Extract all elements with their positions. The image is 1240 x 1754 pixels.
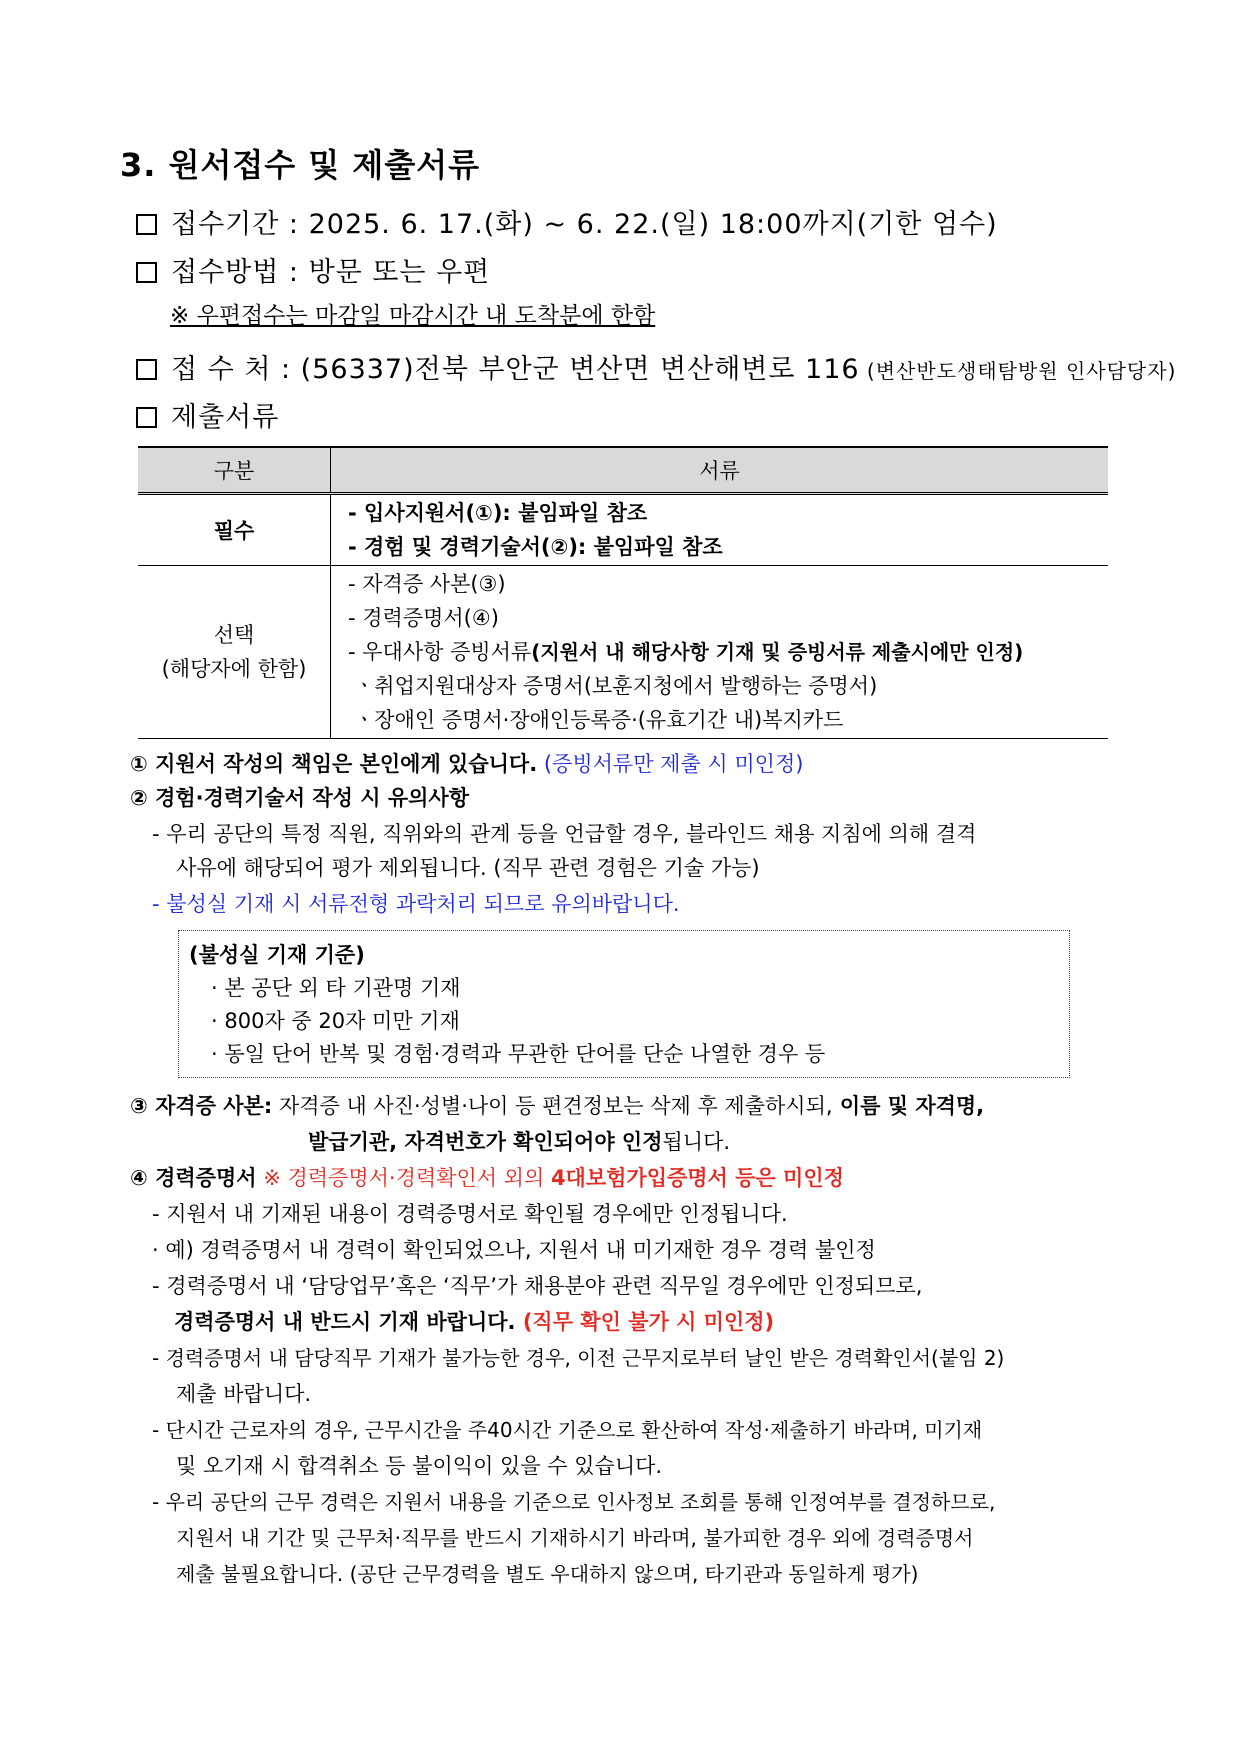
list-item: - 경력증명서(④) xyxy=(348,606,499,630)
list-item: · 동일 단어 반복 및 경험·경력과 무관한 단어를 단순 나열한 경우 등 xyxy=(211,1042,826,1066)
method-row xyxy=(136,250,490,289)
optional-label: 선택 xyxy=(213,623,255,647)
documents-label: 제출서류 xyxy=(171,402,280,433)
note-2-line2: 사유에 해당되어 평가 제외됩니다. (직무 관련 경험은 기술 가능) xyxy=(176,856,760,880)
method-value: : 방문 또는 우편 xyxy=(279,257,491,288)
header-docs: 서류 xyxy=(331,447,1109,494)
list-item-bold: (지원서 내 해당사항 기재 및 증빙서류 제출시에만 인정) xyxy=(531,640,1024,664)
note-3-bold: ③ 자격증 사본: xyxy=(130,1094,273,1118)
note-2-title: ② 경험·경력기술서 작성 시 유의사항 xyxy=(130,786,470,810)
checkbox-square-icon xyxy=(136,214,157,235)
note-4-line7: - 단시간 근로자의 경우, 근무시간을 주40시간 기준으로 환산하여 작성·제출하기 바라며, 미기재 xyxy=(152,1418,983,1442)
list-item: ㆍ장애인 증명서·장애인등록증·(유효기간 내)복지카드 xyxy=(354,708,844,732)
list-item: · 800자 중 20자 미만 기재 xyxy=(211,1009,460,1033)
note-4-line11: 제출 불필요합니다. (공단 근무경력을 별도 우대하지 않으며, 타기관과 동일하게 평가) xyxy=(176,1562,919,1586)
note-1 xyxy=(130,748,803,778)
list-item xyxy=(332,635,1107,669)
note-4-line3: - 경력증명서 내 ‘담당업무’혹은 ‘직무’가 채용분야 관련 직무일 경우에만 인정되므로, xyxy=(152,1274,923,1298)
criteria-box xyxy=(178,930,1070,1078)
place-row xyxy=(136,347,1176,386)
list-item: - 자격증 사본(③) xyxy=(348,572,506,596)
note-4 xyxy=(130,1162,844,1192)
period-row xyxy=(136,202,998,241)
documents-row xyxy=(136,395,279,434)
note-3-bold2: 이름 및 자격명, xyxy=(832,1094,985,1118)
section-title: 3. 원서접수 및 제출서류 xyxy=(120,146,481,184)
checkbox-square-icon xyxy=(136,359,157,380)
period-label: 접수기간 xyxy=(171,209,280,240)
place-label: 접 수 처 xyxy=(171,354,272,385)
criteria-title: (불성실 기재 기준) xyxy=(189,943,365,967)
required-items xyxy=(331,494,1109,566)
table-row-optional xyxy=(138,566,1108,739)
optional-sub: (해당자에 한함) xyxy=(161,657,307,681)
note-3-line2-end: 됩니다. xyxy=(662,1130,731,1154)
note-4-line8: 및 오기재 시 합격취소 등 불이익이 있을 수 있습니다. xyxy=(176,1454,663,1478)
list-item: · 본 공단 외 타 기관명 기재 xyxy=(211,976,461,1000)
method-label: 접수방법 xyxy=(171,257,280,288)
required-label: 필수 xyxy=(138,494,331,566)
note-4-line6: 제출 바랍니다. xyxy=(176,1382,312,1406)
list-item-text: - 우대사항 증빙서류 xyxy=(348,640,532,664)
note-4-line5: - 경력증명서 내 담당직무 기재가 불가능한 경우, 이전 근무지로부터 날인 받은 경력확인서(붙임 2) xyxy=(152,1346,1005,1370)
period-value: : 2025. 6. 17.(화) ~ 6. 22.(일) 18:00까지(기한 엄수) xyxy=(279,209,998,240)
list-item: - 입사지원서(①): 붙임파일 참조 xyxy=(348,501,648,525)
list-item: ㆍ취업지원대상자 증명서(보훈지청에서 발행하는 증명서) xyxy=(354,674,878,698)
optional-items xyxy=(331,566,1109,739)
note-2-line1: - 우리 공단의 특정 직원, 직위와의 관계 등을 언급할 경우, 블라인드 채용 지침에 의해 결격 xyxy=(152,822,977,846)
note-2-blue: - 불성실 기재 시 서류전형 과락처리 되므로 유의바랍니다. xyxy=(152,892,680,916)
note-4-bold: ④ 경력증명서 xyxy=(130,1166,257,1190)
note-4-line4 xyxy=(174,1306,774,1336)
note-3 xyxy=(130,1090,984,1120)
note-4-line10: 지원서 내 기간 및 근무처·직무를 반드시 기재하시기 바라며, 불가피한 경우 외에 경력증명서 xyxy=(176,1526,974,1550)
note-3-line2-bold: 발급기관, 자격번호가 확인되어야 인정 xyxy=(308,1130,663,1154)
note-1-blue: (증빙서류만 제출 시 미인정) xyxy=(537,752,804,776)
note-4-red: ※ 경력증명서·경력확인서 외의 xyxy=(256,1166,551,1190)
note-4-line2: · 예) 경력증명서 내 경력이 확인되었으나, 지원서 내 미기재한 경우 경력 불인정 xyxy=(152,1238,876,1262)
table-header-row xyxy=(138,447,1108,494)
note-4-line9: - 우리 공단의 근무 경력은 지원서 내용을 기준으로 인사정보 조회를 통해 인정여부를 결정하므로, xyxy=(152,1490,996,1514)
note-4-line1: - 지원서 내 기재된 내용이 경력증명서로 확인될 경우에만 인정됩니다. xyxy=(152,1202,788,1226)
documents-table xyxy=(138,446,1108,739)
place-value: : (56337)전북 부안군 변산면 변산해변로 116 xyxy=(271,354,860,385)
table-row-required xyxy=(138,494,1108,566)
note-4-red-bold: 4대보험가입증명서 등은 미인정 xyxy=(550,1166,844,1190)
checkbox-square-icon xyxy=(136,407,157,428)
note-3-line2 xyxy=(308,1126,730,1156)
checkbox-square-icon xyxy=(136,262,157,283)
method-note: ※ 우편접수는 마감일 마감시간 내 도착분에 한함 xyxy=(170,303,656,329)
header-category: 구분 xyxy=(138,447,331,494)
optional-cell xyxy=(138,566,331,739)
note-4-line4-red: (직무 확인 불가 시 미인정) xyxy=(515,1310,775,1334)
note-1-bold: ① 지원서 작성의 책임은 본인에게 있습니다. xyxy=(130,752,538,776)
list-item: - 경험 및 경력기술서(②): 붙임파일 참조 xyxy=(348,535,723,559)
note-4-line4-bold: 경력증명서 내 반드시 기재 바랍니다. xyxy=(174,1310,516,1334)
place-contact: (변산반도생태탐방원 인사담당자) xyxy=(859,359,1177,383)
note-3-text: 자격증 내 사진·성별·나이 등 편견정보는 삭제 후 제출하시되, xyxy=(272,1094,833,1118)
